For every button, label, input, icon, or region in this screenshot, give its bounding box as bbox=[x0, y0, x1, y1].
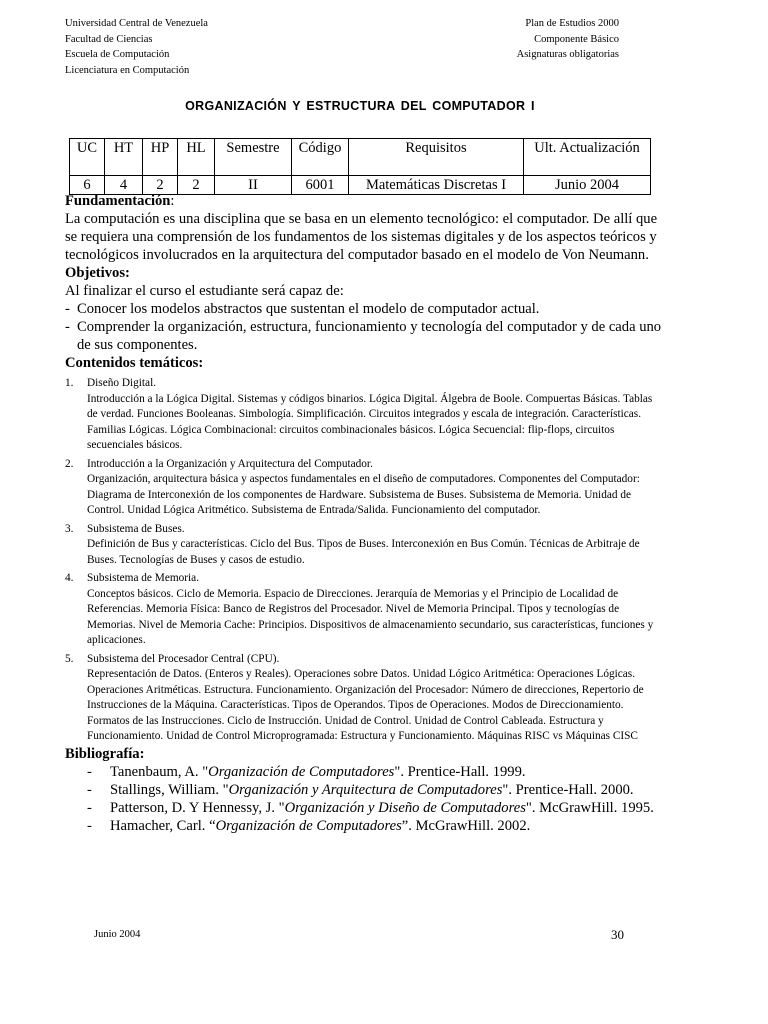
value-uc: 6 bbox=[70, 176, 105, 195]
reference-title: Organización de Computadores bbox=[215, 817, 402, 834]
page-title: ORGANIZACIÓN Y ESTRUCTURA DEL COMPUTADOR I bbox=[185, 99, 535, 113]
col-uc: UC bbox=[70, 139, 105, 176]
list-item: - Conocer los modelos abstractos que sustentan el modelo de computador actual. bbox=[65, 300, 665, 318]
fundamentacion-heading: Fundamentación: bbox=[65, 193, 175, 209]
objetivos-heading: Objetivos: bbox=[65, 265, 130, 281]
col-semestre: Semestre bbox=[215, 139, 292, 176]
topic-title: Subsistema de Buses. bbox=[87, 522, 185, 535]
contenidos-list bbox=[65, 376, 665, 745]
bibliografia-list bbox=[65, 763, 665, 835]
reference-title: Organización de Computadores bbox=[208, 763, 395, 780]
course-info-header-row bbox=[70, 139, 651, 176]
col-codigo: Código bbox=[292, 139, 349, 176]
topic-number: 3. bbox=[65, 522, 74, 535]
value-requisitos: Matemáticas Discretas I bbox=[349, 176, 524, 195]
topic-title: Diseño Digital. bbox=[87, 377, 157, 389]
footer-date: Junio 2004 bbox=[94, 929, 141, 940]
document-body bbox=[65, 192, 665, 835]
course-info-table bbox=[69, 138, 651, 195]
col-actualizacion: Ult. Actualización bbox=[524, 139, 651, 176]
topic-title: Subsistema de Memoria. bbox=[87, 572, 200, 584]
topic-number: 5. bbox=[65, 652, 74, 665]
reference-item: - Tanenbaum, A. "Organización de Computadores". Prentice-Hall. 1999. bbox=[87, 763, 526, 780]
topic-item bbox=[65, 457, 665, 519]
bibliografia-heading: Bibliografía: bbox=[65, 745, 145, 762]
value-hp: 2 bbox=[143, 176, 178, 195]
value-hl: 2 bbox=[178, 176, 215, 195]
header-school: Escuela de Computación bbox=[65, 49, 170, 60]
header-component: Componente Básico bbox=[534, 33, 619, 45]
col-ht: HT bbox=[105, 139, 143, 176]
col-requisitos: Requisitos bbox=[349, 139, 524, 176]
reference-item: - Patterson, D. Y Hennessy, J. "Organización y Diseño de Computadores". McGrawHill. 1995. bbox=[87, 799, 654, 816]
objetivos-list bbox=[65, 300, 665, 354]
header-university: Universidad Central de Venezuela bbox=[65, 18, 208, 29]
topic-title: Subsistema del Procesador Central (CPU). bbox=[87, 652, 280, 665]
header-plan-year: Plan de Estudios 2000 bbox=[525, 18, 619, 29]
reference-title: Organización y Diseño de Computadores bbox=[284, 799, 526, 816]
topic-item bbox=[65, 571, 665, 649]
col-hp: HP bbox=[143, 139, 178, 176]
topic-description: Representación de Datos. (Enteros y Reales). Operaciones sobre Datos. Unidad Lógico Aritmética: Operaciones Lógicas. Operaciones Aritméticas. Estructura. Funcionamiento. Organización del Procesador: Número de direcciones, Repertorio de Instrucciones de la Máquina. Características. Tipos de Operandos. Tipos de Operaciones. Modos de Direccionamiento. Formatos de las Instrucciones. Ciclo de Instrucción. Unidad de Control. Unidad de Control Cableada. Estructura y Funcionamiento. Unidad de Control Microprogramada: Estructura y Funcionamiento. Máquinas RISC vs Máquinas CISC bbox=[87, 668, 644, 742]
value-semestre: II bbox=[215, 176, 292, 195]
col-hl: HL bbox=[178, 139, 215, 176]
topic-number: 4. bbox=[65, 572, 74, 584]
topic-item bbox=[65, 376, 665, 454]
value-actualizacion: Junio 2004 bbox=[524, 176, 651, 195]
header-institution bbox=[65, 16, 208, 78]
objetivos-intro: Al finalizar el curso el estudiante será capaz de: bbox=[65, 283, 344, 299]
topic-number: 2. bbox=[65, 457, 74, 470]
topic-item bbox=[65, 522, 665, 569]
contenidos-heading: Contenidos temáticos: bbox=[65, 355, 204, 371]
topic-description: Organización, arquitectura básica y aspectos fundamentales en el diseño de computadores. Componentes del Computador: Diagrama de Interconexión de los componentes de Hardware. Subsistema de Buses. Subsistema de Memoria. Unidad de Control. Unidad Lógica Aritmético. Subsistema de Entrada/Salida. Funcionamiento del computador. bbox=[87, 473, 640, 516]
reference-title: Organización y Arquitectura de Computadores bbox=[228, 781, 503, 798]
header-subject-type: Asignaturas obligatorias bbox=[516, 49, 619, 60]
topic-title: Introducción a la Organización y Arquitectura del Computador. bbox=[87, 457, 373, 470]
list-item: - Comprender la organización, estructura, funcionamiento y tecnología del computador y de cada uno de sus componentes. bbox=[65, 318, 665, 354]
reference-item: - Stallings, William. "Organización y Arquitectura de Computadores". Prentice-Hall. 2000. bbox=[87, 781, 634, 798]
fundamentacion-text: La computación es una disciplina que se basa en un elemento tecnológico: el computador. De allí que se requiera una comprensión de los fundamentos de los sistemas digitales y de los aspectos teóricos y tecnológicos involucrados en la arquitectura del computador basado en el modelo de Von Neumann. bbox=[65, 211, 658, 263]
header-plan bbox=[517, 16, 619, 63]
reference-item: - Hamacher, Carl. “Organización de Computadores”. McGrawHill. 2002. bbox=[87, 817, 531, 834]
topic-description: Conceptos básicos. Ciclo de Memoria. Espacio de Direcciones. Jerarquía de Memorias y el Principio de Localidad de Referencias. Memoria Física: Banco de Registros del Procesador. Nivel de Memoria Principal. Tipos y tecnologías de Memorias. Nivel de Memoria Cache: Principios. Dispositivos de almacenamiento secundario, sus características, funciones y aplicaciones. bbox=[87, 587, 654, 646]
value-codigo: 6001 bbox=[292, 176, 349, 195]
header-faculty: Facultad de Ciencias bbox=[65, 33, 153, 45]
topic-description: Introducción a la Lógica Digital. Sistemas y códigos binarios. Lógica Digital. Álgebra de Boole. Compuertas Básicas. Tablas de verdad. Funciones Booleanas. Simbología. Simplificación. Circuitos integrados y escala de integración. Características. Familias Lógicas. Lógica Combinacional: circuitos combinacionales básicos. Lógica Secuencial: flip-flops, circuitos secuenciales básicos. bbox=[87, 392, 653, 451]
header-degree: Licenciatura en Computación bbox=[65, 64, 190, 76]
page-number: 30 bbox=[611, 927, 624, 942]
topic-item bbox=[65, 652, 665, 745]
value-ht: 4 bbox=[105, 176, 143, 195]
topic-number: 1. bbox=[65, 377, 74, 389]
topic-description: Definición de Bus y características. Ciclo del Bus. Tipos de Buses. Interconexión en Bus Común. Técnicas de Arbitraje de Buses. Tecnologías de Buses y casos de estudio. bbox=[87, 538, 640, 566]
